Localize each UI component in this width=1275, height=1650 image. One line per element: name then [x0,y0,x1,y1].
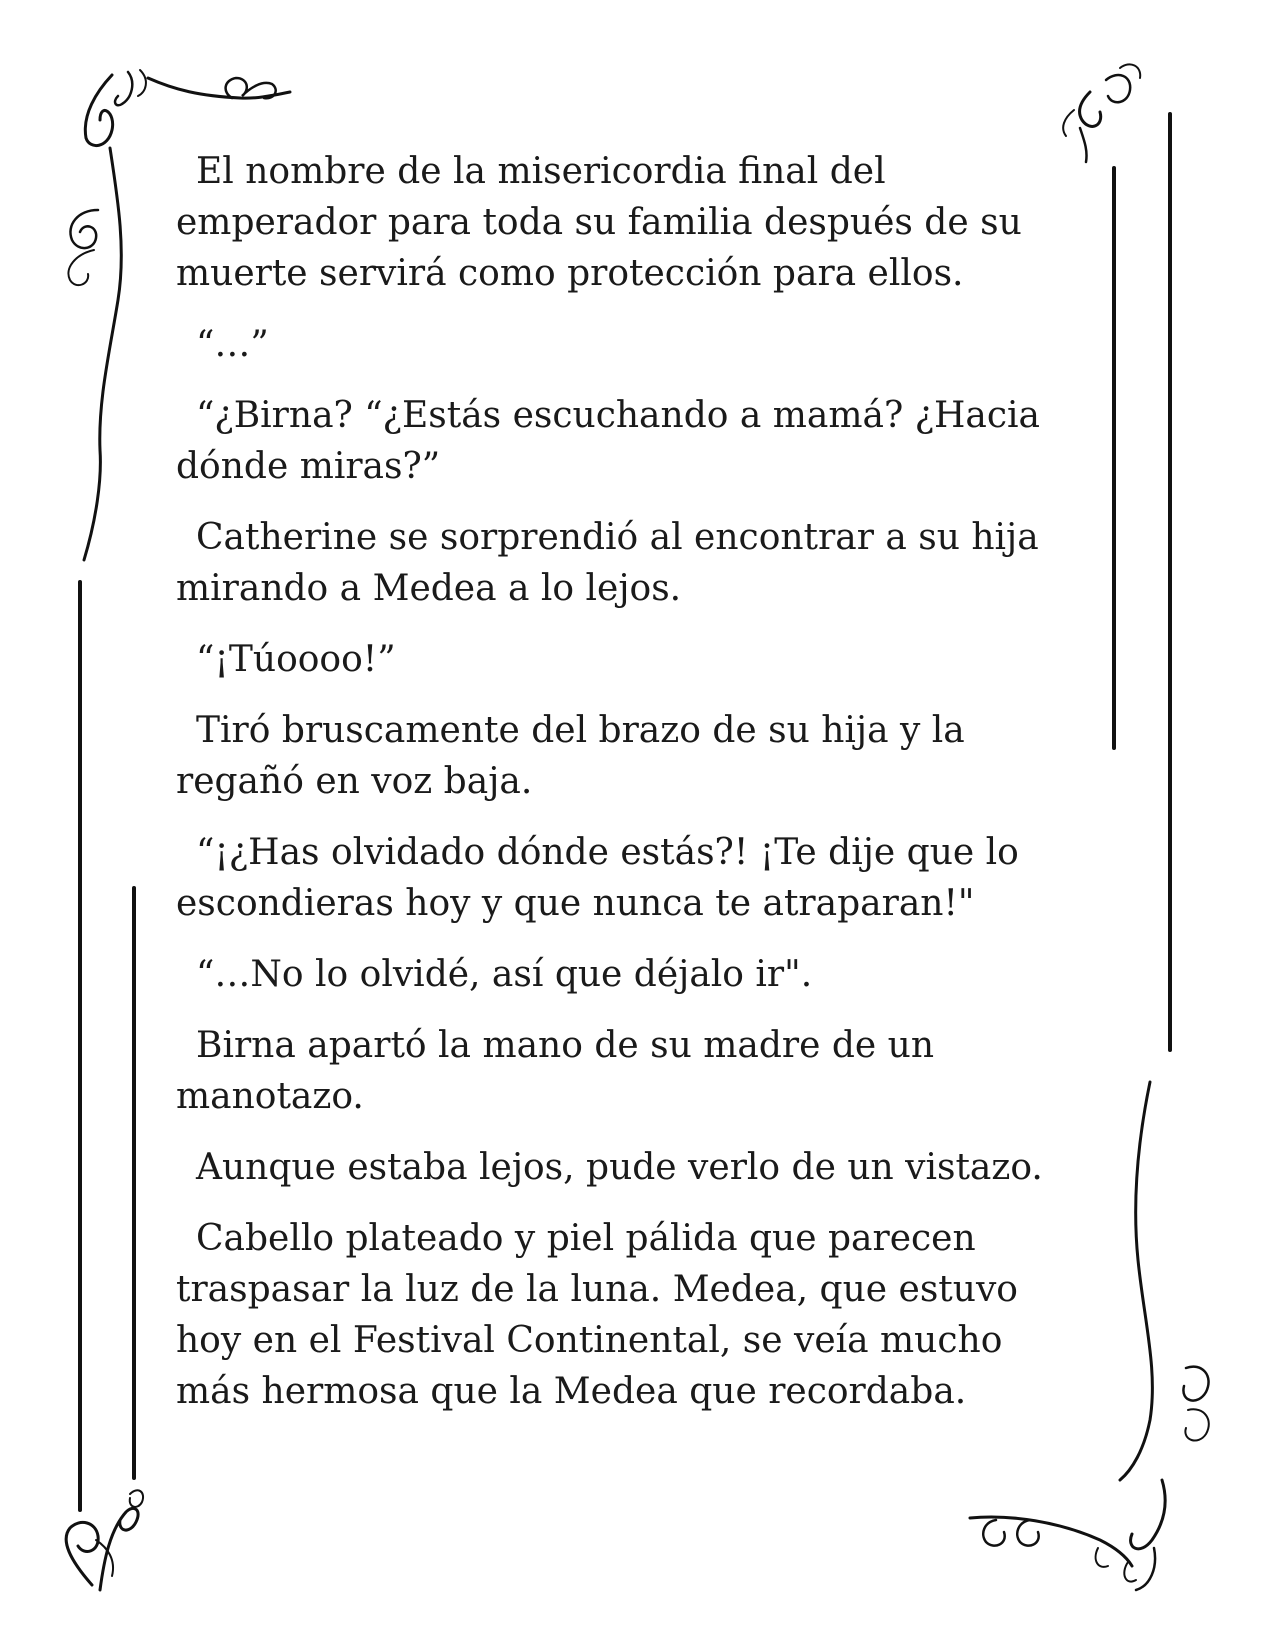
paragraph: El nombre de la misericordia final del emperador para toda su familia después de su muerte servirá como protección para ellos. [176,151,1022,294]
paragraph: Aunque estaba lejos, pude verlo de un vistazo. [196,1147,1043,1188]
paragraph: “…” [196,324,269,365]
paragraph: Birna apartó la mano de su madre de un manotazo. [176,1025,935,1117]
paragraph: “¡¿Has olvidado dónde estás?! ¡Te dije que lo escondieras hoy y que nunca te atraparan!" [176,832,1019,924]
paragraph: “¡Túoooo!” [196,639,396,680]
story-text-block [176,146,1076,1437]
paragraph: “¿Birna? “¿Estás escuchando a mamá? ¿Hacia dónde miras?” [176,395,1041,487]
bottom-right-flourish [970,1480,1165,1590]
paragraph: “…No lo olvidé, así que déjalo ir". [196,954,813,995]
paragraph: Cabello plateado y piel pálida que parecen traspasar la luz de la luna. Medea, que estuvo hoy en el Festival Continental, se veía mucho más hermosa que la Medea que recordaba. [176,1218,1018,1412]
paragraph: Tiró bruscamente del brazo de su hija y la regañó en voz baja. [176,710,965,802]
paragraph: Catherine se sorprendió al encontrar a su hija mirando a Medea a lo lejos. [176,517,1039,609]
bottom-left-flourish [66,1490,143,1590]
right-swash-flourish [1120,1082,1209,1480]
